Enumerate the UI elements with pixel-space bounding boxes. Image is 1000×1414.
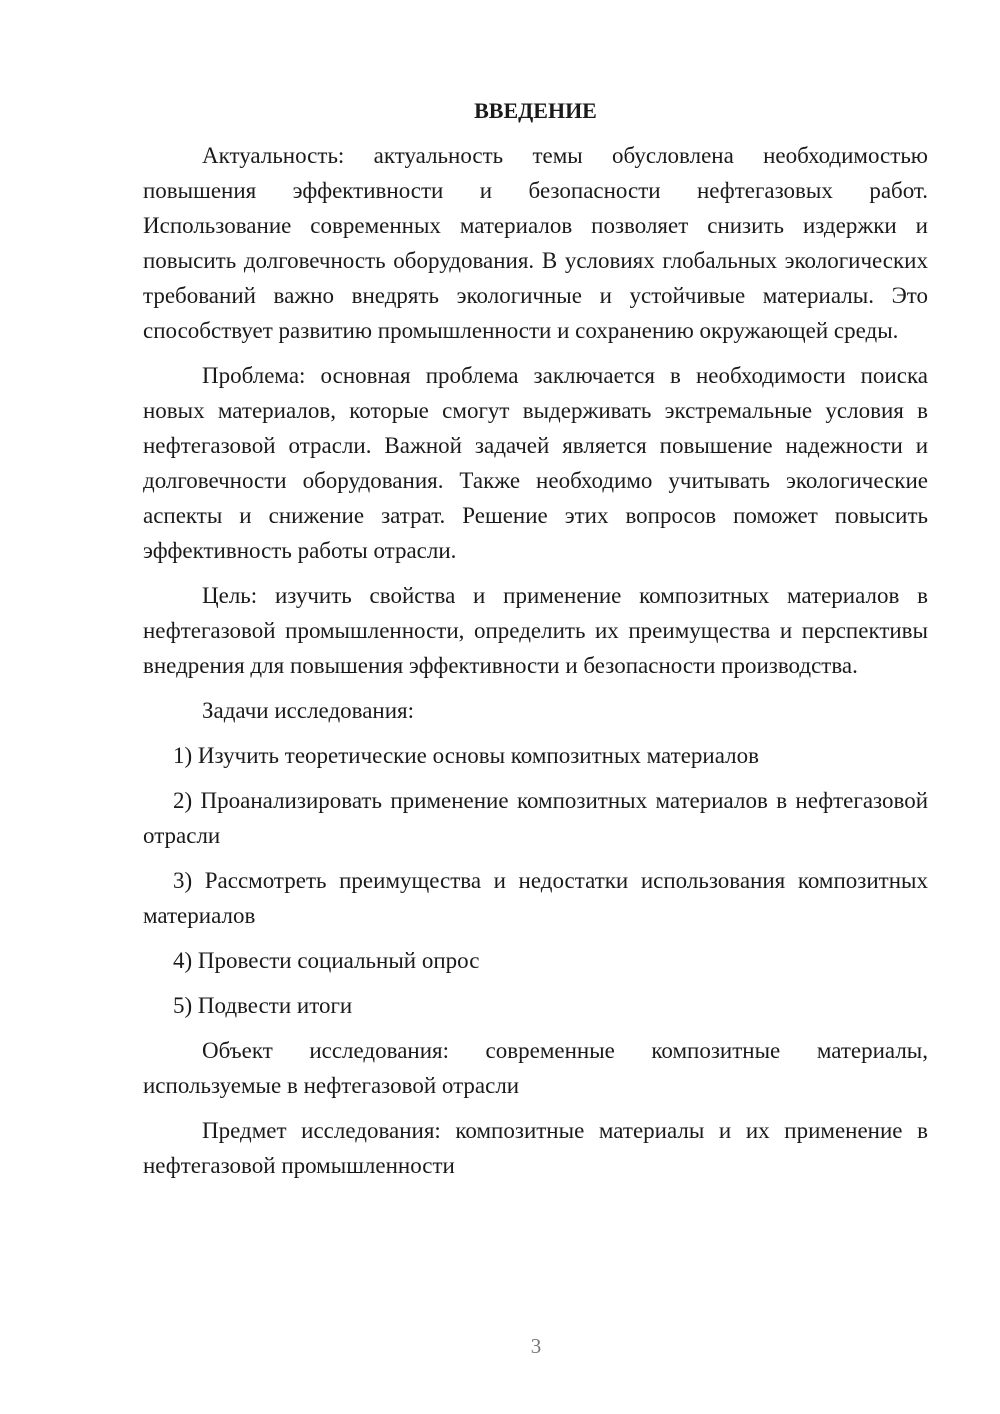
task-item: 1) Изучить теоретические основы композитных материалов — [173, 743, 759, 768]
section-title: ВВЕДЕНИЕ — [474, 98, 597, 123]
relevance-paragraph: Актуальность: актуальность темы обусловлена необходимостью повышения эффективности и безопасности нефтегазовых работ. Использование современных материалов позволяет снизить издержки и повысить долговечность оборудования. В условиях глобальных экологических требований важно внедрять экологичные и устойчивые материалы. Это способствует развитию промышленности и сохранению окружающей среды. — [143, 143, 928, 343]
task-item: 5) Подвести итоги — [173, 993, 353, 1018]
tasks-heading: Задачи исследования: — [202, 698, 415, 723]
object-paragraph: Объект исследования: современные композитные материалы, используемые в нефтегазовой отрасли — [143, 1038, 928, 1098]
page-number: 3 — [530, 1334, 542, 1358]
task-item: 2) Проанализировать применение композитных материалов в нефтегазовой отрасли — [143, 788, 928, 848]
goal-paragraph: Цель: изучить свойства и применение композитных материалов в нефтегазовой промышленности, определить их преимущества и перспективы внедрения для повышения эффективности и безопасности производства. — [143, 583, 928, 678]
tasks-list — [143, 738, 928, 1023]
task-item: 3) Рассмотреть преимущества и недостатки использования композитных материалов — [143, 868, 928, 928]
problem-paragraph: Проблема: основная проблема заключается в необходимости поиска новых материалов, которые смогут выдерживать экстремальные условия в нефтегазовой отрасли. Важной задачей является повышение надежности и долговечности оборудования. Также необходимо учитывать экологические аспекты и снижение затрат. Решение этих вопросов поможет повысить эффективность работы отрасли. — [143, 363, 928, 563]
task-item: 4) Провести социальный опрос — [173, 948, 480, 973]
subject-paragraph: Предмет исследования: композитные материалы и их применение в нефтегазовой промышленности — [143, 1118, 928, 1178]
page-body — [143, 96, 928, 1193]
